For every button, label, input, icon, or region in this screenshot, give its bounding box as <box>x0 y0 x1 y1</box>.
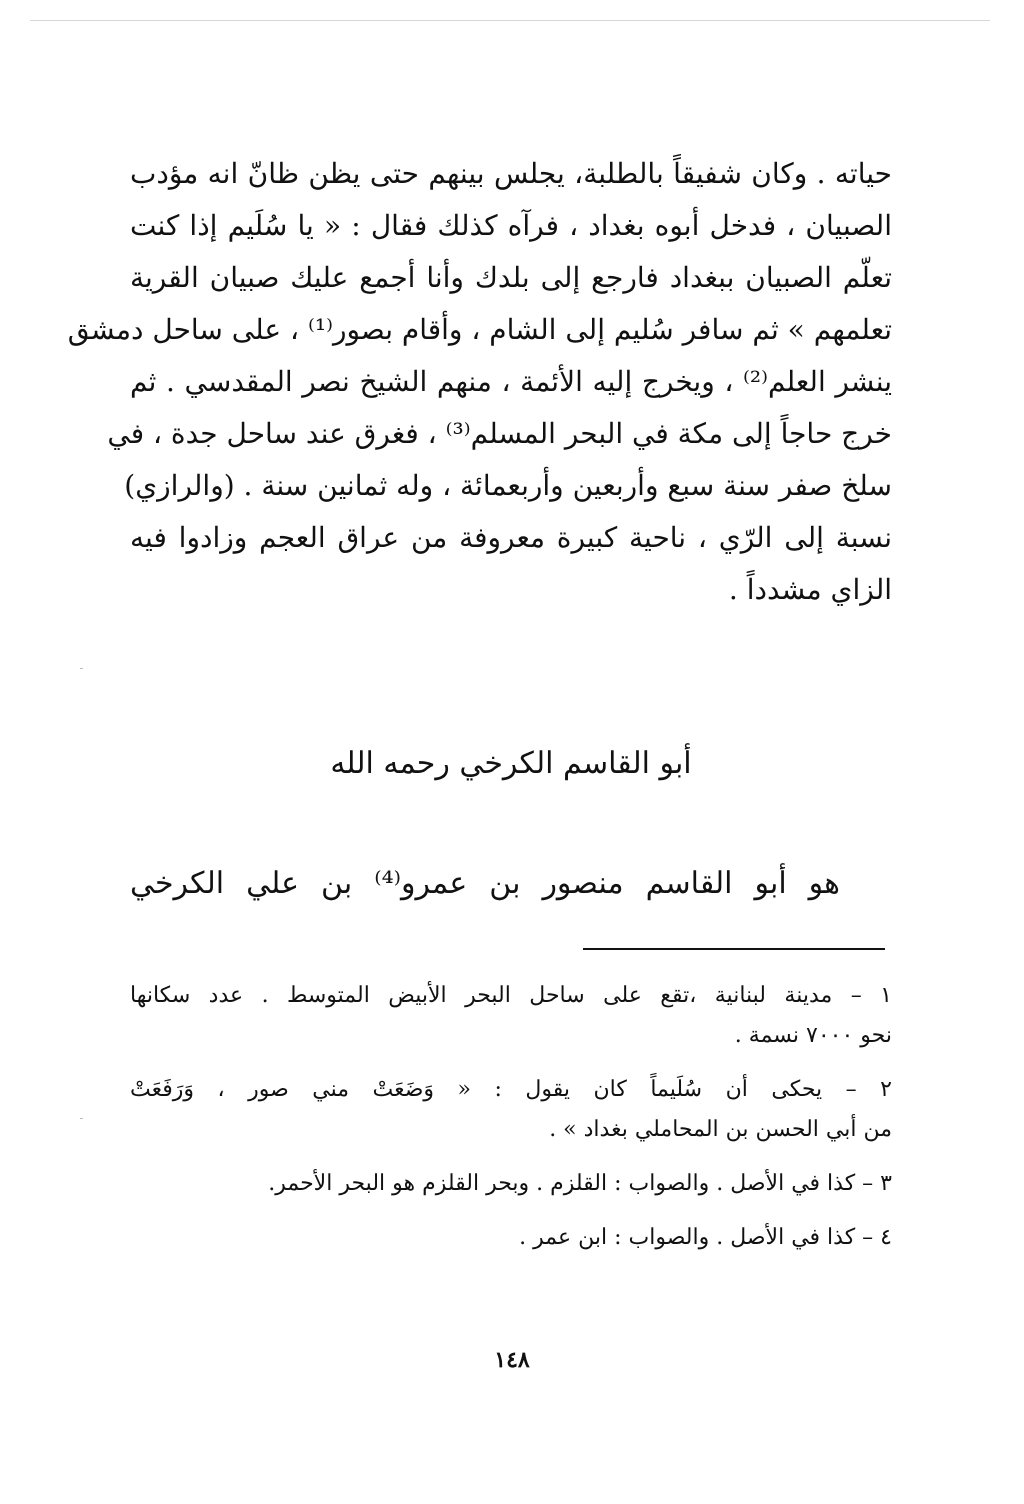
footnote-separator <box>583 948 885 950</box>
text-line: خرج حاجاً إلى مكة في البحر المسلم⁽³⁾ ، فغرق عند ساحل جدة ، في <box>107 417 892 450</box>
main-paragraph <box>67 148 893 616</box>
footnote-1 <box>130 976 892 1056</box>
scan-mark <box>80 1118 83 1119</box>
scan-mark <box>80 668 83 669</box>
footnote-3 <box>130 1164 892 1204</box>
text-line: الزاي مشدداً . <box>728 573 892 606</box>
section-intro-line: هو أبو القاسم منصور بن عمرو⁽⁴⁾ بن علي الكرخي <box>130 866 840 901</box>
footnote-4 <box>130 1218 892 1258</box>
page-top-edge <box>30 20 990 21</box>
text-line: تعلّم الصبيان ببغداد فارجع إلى بلدك وأنا أجمع عليك صبيان القرية <box>130 261 892 294</box>
footnotes <box>130 976 892 1272</box>
text-line: سلخ صفر سنة سبع وأربعين وأربعمائة ، وله ثمانين سنة . (والرازي) <box>124 469 892 502</box>
text-line: حياته . وكان شفيقاً بالطلبة، يجلس بينهم حتى يظن ظانّ انه مؤدب <box>130 157 892 190</box>
footnote-line: من أبي الحسن بن المحاملي بغداد » . <box>549 1117 892 1142</box>
footnote-line: ٣ – كذا في الأصل . والصواب : القلزم . وبحر القلزم هو البحر الأحمر. <box>268 1171 892 1196</box>
page-number: ١٤٨ <box>494 1347 530 1373</box>
text-line: نسبة إلى الرّي ، ناحية كبيرة معروفة من عراق العجم وزادوا فيه <box>130 521 893 554</box>
section-heading: أبو القاسم الكرخي رحمه الله <box>330 746 692 781</box>
text-line: ينشر العلم⁽²⁾ ، ويخرج إليه الأئمة ، منهم الشيخ نصر المقدسي . ثم <box>130 365 893 398</box>
text-line: الصبيان ، فدخل أبوه بغداد ، فرآه كذلك فقال : « يا سُلَيم إذا كنت <box>130 209 892 242</box>
footnote-line: نحو ٧٠٠٠ نسمة . <box>734 1023 892 1048</box>
footnote-line: ١ – مدينة لبنانية ،تقع على ساحل البحر الأبيض المتوسط . عدد سكانها <box>130 983 892 1008</box>
text-line: تعلمهم » ثم سافر سُليم إلى الشام ، وأقام بصور⁽¹⁾ ، على ساحل دمشق <box>67 313 892 346</box>
footnote-2 <box>130 1070 892 1150</box>
footnote-line: ٤ – كذا في الأصل . والصواب : ابن عمر . <box>519 1225 892 1250</box>
footnote-line: ٢ – يحكى أن سُلَيماً كان يقول : « وَضَعَتْ مني صور ، وَرَفَعَتْ <box>130 1077 892 1102</box>
